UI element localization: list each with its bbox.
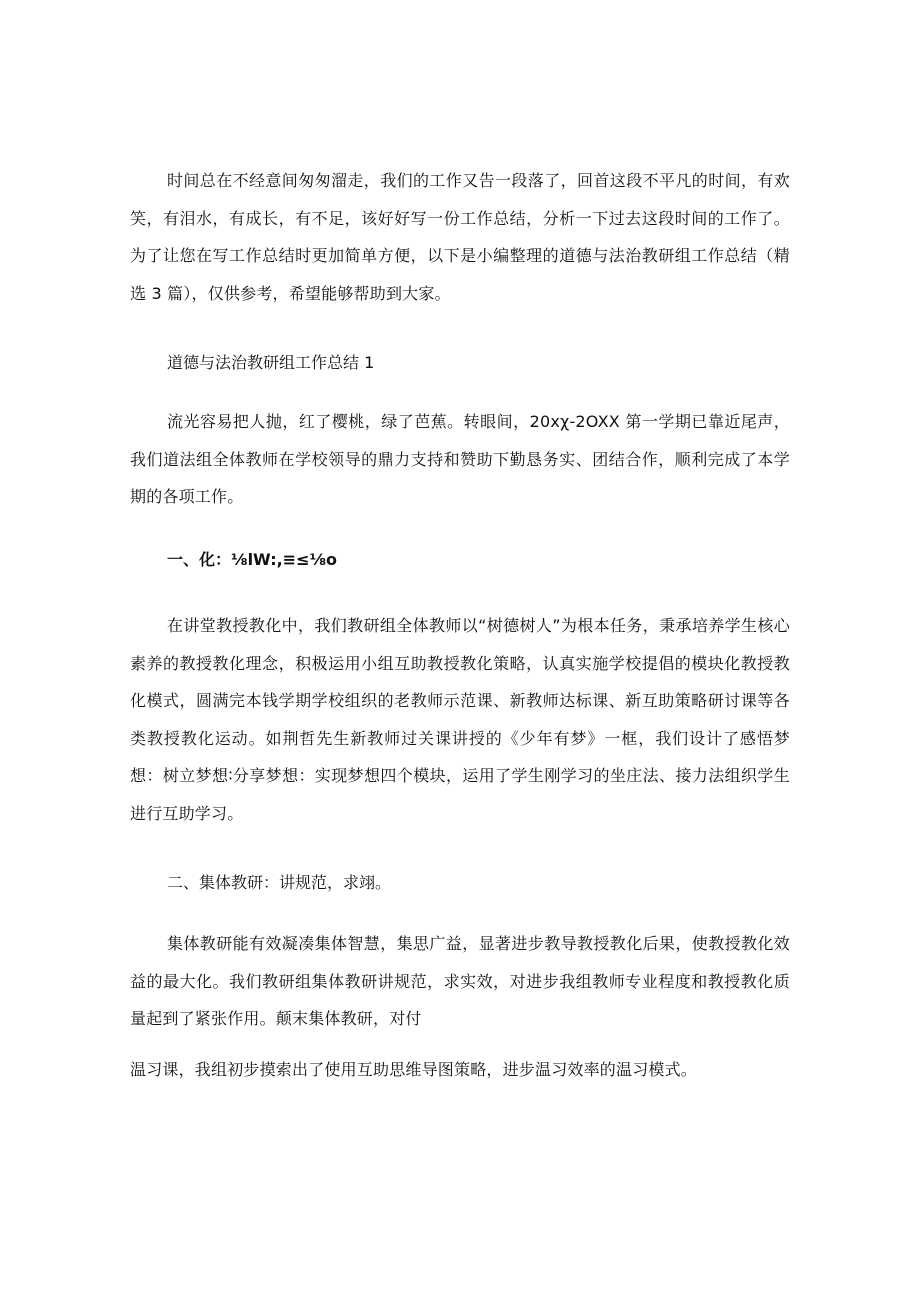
- intro-paragraph: 时间总在不经意间匆匆溜走，我们的工作又告一段落了，回首这段不平凡的时间，有欢笑，有泪水，有成长，有不足，该好好写一份工作总结，分析一下过去这段时间的工作了。为了让您在写工作总结时更加简单方便，以下是小编整理的道德与法治教研组工作总结（精选 3 篇），仅供参考，希望能够帮助到大家。: [130, 171, 790, 303]
- section-heading-1: 一、化：⅛lW:,≡≤⅛o: [167, 550, 338, 569]
- paragraph-2: 在讲堂教授教化中，我们教研组全体教师以“树德树人”为根本任务，秉承培养学生核心素养的教授教化理念，积极运用小组互助教授教化策略，认真实施学校提倡的模块化教授教化模式，圆满完本钱学期学校组织的老教师示范课、新教师达标课、新互助策略研讨课等各类教授教化运动。如荆哲先生新教师过关课讲授的《少年有梦》一框，我们设计了感悟梦想：树立梦想∶分享梦想：实现梦想四个模块，运用了学生刚学习的坐庄法、接力法组织学生进行互助学习。: [130, 616, 790, 823]
- paragraph-4: 温习课，我组初步摸索出了使用互助思维导图策略，进步温习效率的温习模式。: [130, 1060, 698, 1079]
- paragraph-1: 流光容易把人抛，红了樱桃，绿了芭蕉。转眼间，20xχ-2OXX 第一学期已靠近尾声，我们道法组全体教师在学校领导的鼎力支持和赞助下勤恳务实、团结合作，顺利完成了本学期的各项工作。: [130, 412, 790, 506]
- section-heading-2: 二、集体教研：讲规范，求翊。: [167, 873, 392, 892]
- article-title-1: 道德与法治教研组工作总结 1: [167, 353, 375, 372]
- paragraph-3: 集体教研能有效凝凑集体智慧，集思广益，显著进步教导教授教化后果，使教授教化效益的最大化。我们教研组集体教研讲规范，求实效，对进步我组教师专业程度和教授教化质量起到了紧张作用。颠末集体教研，对付: [130, 934, 790, 1028]
